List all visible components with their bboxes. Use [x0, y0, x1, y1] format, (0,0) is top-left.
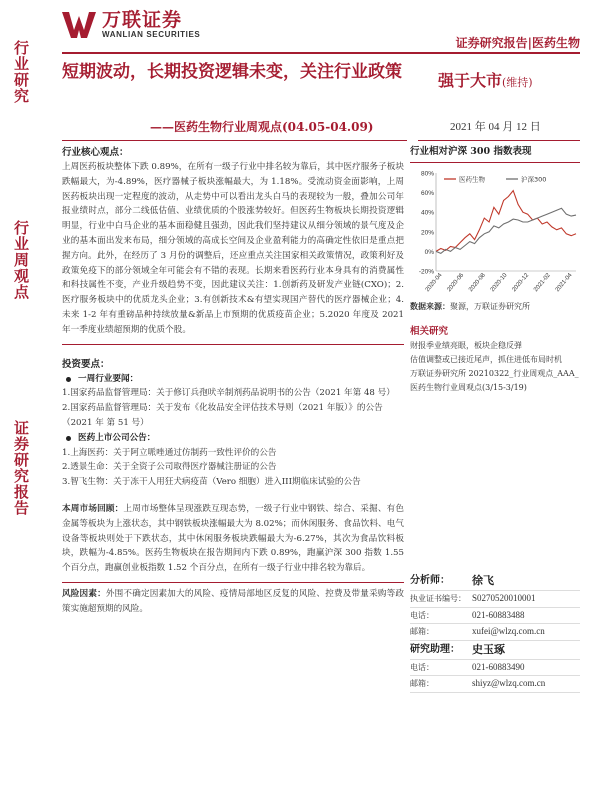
analyst-row-value: S0270520010001	[472, 593, 536, 603]
title-divider-right	[418, 140, 580, 141]
assistant-role: 研究助理：	[410, 643, 460, 655]
assistant-name: 史玉琢	[472, 642, 505, 656]
analyst-row	[410, 608, 580, 625]
analyst-row	[410, 624, 580, 641]
assistant-row	[410, 676, 580, 693]
company-news-item: 2.透景生命：关于全资子公司取得医疗器械注册证的公告	[62, 462, 277, 473]
assistant-email[interactable]: shiyz@wlzq.com.cn	[472, 678, 546, 688]
related-research-item[interactable]: 万联证券研究所 20210322_行业周观点_AAA_医药生物行业周观点(3/15-3/19)	[410, 369, 579, 392]
core-view-body: 上周医药板块整体下跌 0.89%，在所有一级子行业中排名较为靠后，其中医疗服务子板块跌幅最大，为-4.89%，医疗器械子板块涨幅最大，为 1.18%。受流动资金面影响，上周医药板块出现一定程度的波动，从走势中可以看出龙头白马的表现较为一般，叠加公司年报业绩时点，部分二线低估值、业绩优质的个股涨势较好。但医药生物板块长期投资逻辑明显，行业中白马企业的基本面稳健且强劲，因此我们坚持建议从细分领域的景气度及企业的基本面出发来布局，细分领域的高成长空间及企业盈利能力的高确定性依旧是重点把握方向。此外，在经历了 3 月份的调整后，还应重点关注国家相关政策情况，政策利好及政策免疫下的部分领域全年可能会有不错的表现。长期来看医药行业本身具有的消费属性和科技属性不变，产业升级趋势不变，因此建议关注：1.创新药及研发产业链(CXO)；2.医疗服务板块中的优质龙头企业；3.有创新技术&有望实现国产替代的医疗器械企业；4.未来 1-2 年有重磅品种持续放量&新品上市预期的优质疫苗企业；5.2020 年度及 2021 年一季度业绩超预期的优质个股。	[62, 162, 404, 335]
chart-source-text: 聚源，万联证券研究所	[450, 302, 530, 311]
logo-english-name: WANLIAN SECURITIES	[102, 30, 201, 39]
market-review	[62, 502, 404, 576]
assistant-row	[410, 660, 580, 677]
x-tick-label: 2020-08	[468, 272, 487, 294]
sidebar-label-weekly-view: 行业周观点	[12, 220, 30, 300]
related-research-heading: 相关研究	[410, 326, 449, 337]
report-category: 证券研究报告|医药生物	[455, 36, 580, 50]
analyst-header	[410, 572, 580, 591]
section-divider	[62, 582, 404, 583]
industry-news-heading: 一周行业要闻：	[62, 372, 404, 387]
analyst-info	[410, 572, 580, 693]
y-tick-label: 0%	[424, 248, 434, 256]
x-tick-label: 2021-02	[533, 272, 552, 294]
performance-chart	[410, 163, 580, 298]
y-tick-label: 80%	[420, 170, 434, 178]
header-divider	[62, 52, 580, 54]
x-tick-label: 2020-06	[446, 272, 466, 294]
analyst-email[interactable]: xufei@wlzq.com.cn	[472, 626, 545, 636]
x-tick-label: 2020-12	[511, 272, 531, 294]
company-logo	[62, 8, 200, 42]
x-tick-label: 2020-04	[424, 272, 444, 294]
wanlian-logo-icon	[62, 10, 96, 40]
investment-heading: 投资要点：	[62, 358, 110, 370]
section-divider	[62, 344, 404, 345]
rating-note: (维持)	[502, 76, 533, 89]
series-line-0	[436, 191, 576, 252]
y-tick-label: 40%	[420, 209, 434, 217]
related-research-item[interactable]: 估值调整或已接近尾声，抓住进低布局时机	[410, 355, 562, 364]
analyst-row	[410, 591, 580, 608]
core-view-heading: 行业核心观点：	[62, 147, 129, 158]
company-news-item: 3.智飞生物：关于冻干人用狂犬病疫苗（Vero 细胞）进入III期临床试验的公告	[62, 477, 361, 488]
chart-title: 行业相对沪深 300 指数表现	[410, 145, 580, 163]
assistant-row-value: 021-60883490	[472, 661, 525, 672]
report-title: 短期波动，长期投资逻辑未变，关注行业政策	[62, 62, 402, 82]
analyst-row-key: 邮箱：	[410, 627, 434, 636]
sidebar-label-securities-report: 证券研究报告	[12, 420, 30, 516]
assistant-row-key: 电话：	[410, 662, 434, 672]
risk-factors-body: 外围不确定因素加大的风险、疫情局部地区反复的风险、控费及带量采购等政策实施超预期的风险。	[62, 588, 404, 614]
analyst-row-value: 021-60883488	[472, 609, 525, 620]
series-line-1	[436, 208, 576, 253]
analyst-row-key: 电话：	[410, 610, 434, 620]
y-tick-label: 20%	[420, 229, 434, 237]
x-tick-label: 2021-04	[554, 272, 574, 294]
performance-chart-svg	[410, 163, 580, 298]
industry-rating	[438, 68, 533, 91]
report-subtitle: ——医药生物行业周观点(04.05-04.09)	[150, 120, 374, 134]
x-tick-label: 2020-10	[489, 272, 509, 294]
chart-source	[410, 300, 580, 319]
analyst-name: 徐飞	[472, 574, 494, 587]
logo-chinese-name: 万联证券	[102, 9, 183, 31]
industry-news-item: 2.国家药品监督管理局：关于发布《化妆品安全评估技术导则（2021 年版）》的公告（2021 年 第 51 号）	[62, 403, 383, 428]
y-tick-label: -20%	[418, 268, 434, 276]
main-column	[62, 145, 404, 617]
company-news-heading: 医药上市公司公告：	[62, 431, 404, 446]
report-date: 2021 年 04 月 12 日	[450, 121, 541, 133]
legend-label: 医药生物	[459, 175, 485, 184]
analyst-role: 分析师：	[410, 575, 450, 586]
industry-news-item: 1.国家药品监督管理局：关于修订兵孢吠辛制剂药品说明书的公告（2021 年第 48 号）	[62, 388, 395, 399]
assistant-header	[410, 641, 580, 660]
risk-factors	[62, 587, 404, 617]
rating-value: 强于大市	[438, 71, 503, 90]
legend-label: 沪深300	[521, 175, 547, 184]
market-review-body: 上周市场整体呈现涨跌互现态势，一级子行业中钢铁、综合、采掘、有色金属等板块为上涨状态，其中钢铁板块涨幅最大为 8.02%；而休闲服务、食品饮料、电气设备等板块则处于下跌状态，其中休闲服务板块跌幅最大为-6.27%，其次为食品饮料板块，跌幅为-4.85%。医药生物板块在报告期间内下跌 0.89%，跑赢沪深 300 指数 1.55 个百分点，跑赢创业板指数 1.52 个百分点，在所有一级子行业中排名较为靠后。	[62, 503, 404, 574]
market-review-heading: 本周市场回顾：	[62, 503, 124, 514]
risk-factors-heading: 风险因素：	[62, 588, 106, 599]
assistant-row-key: 邮箱：	[410, 679, 434, 688]
title-divider	[62, 140, 407, 141]
y-tick-label: 60%	[420, 190, 434, 198]
sidebar-label-industry-research: 行业研究	[12, 40, 30, 104]
chart-source-label: 数据来源：	[410, 301, 450, 311]
right-column	[410, 145, 580, 395]
company-news-item: 1.上海医药：关于阿立哌唑通过仿制药一致性评价的公告	[62, 447, 277, 458]
analyst-row-key: 执业证书编号：	[410, 594, 466, 603]
related-research-item[interactable]: 财报季业绩亮眼，板块企稳反弹	[410, 341, 522, 350]
